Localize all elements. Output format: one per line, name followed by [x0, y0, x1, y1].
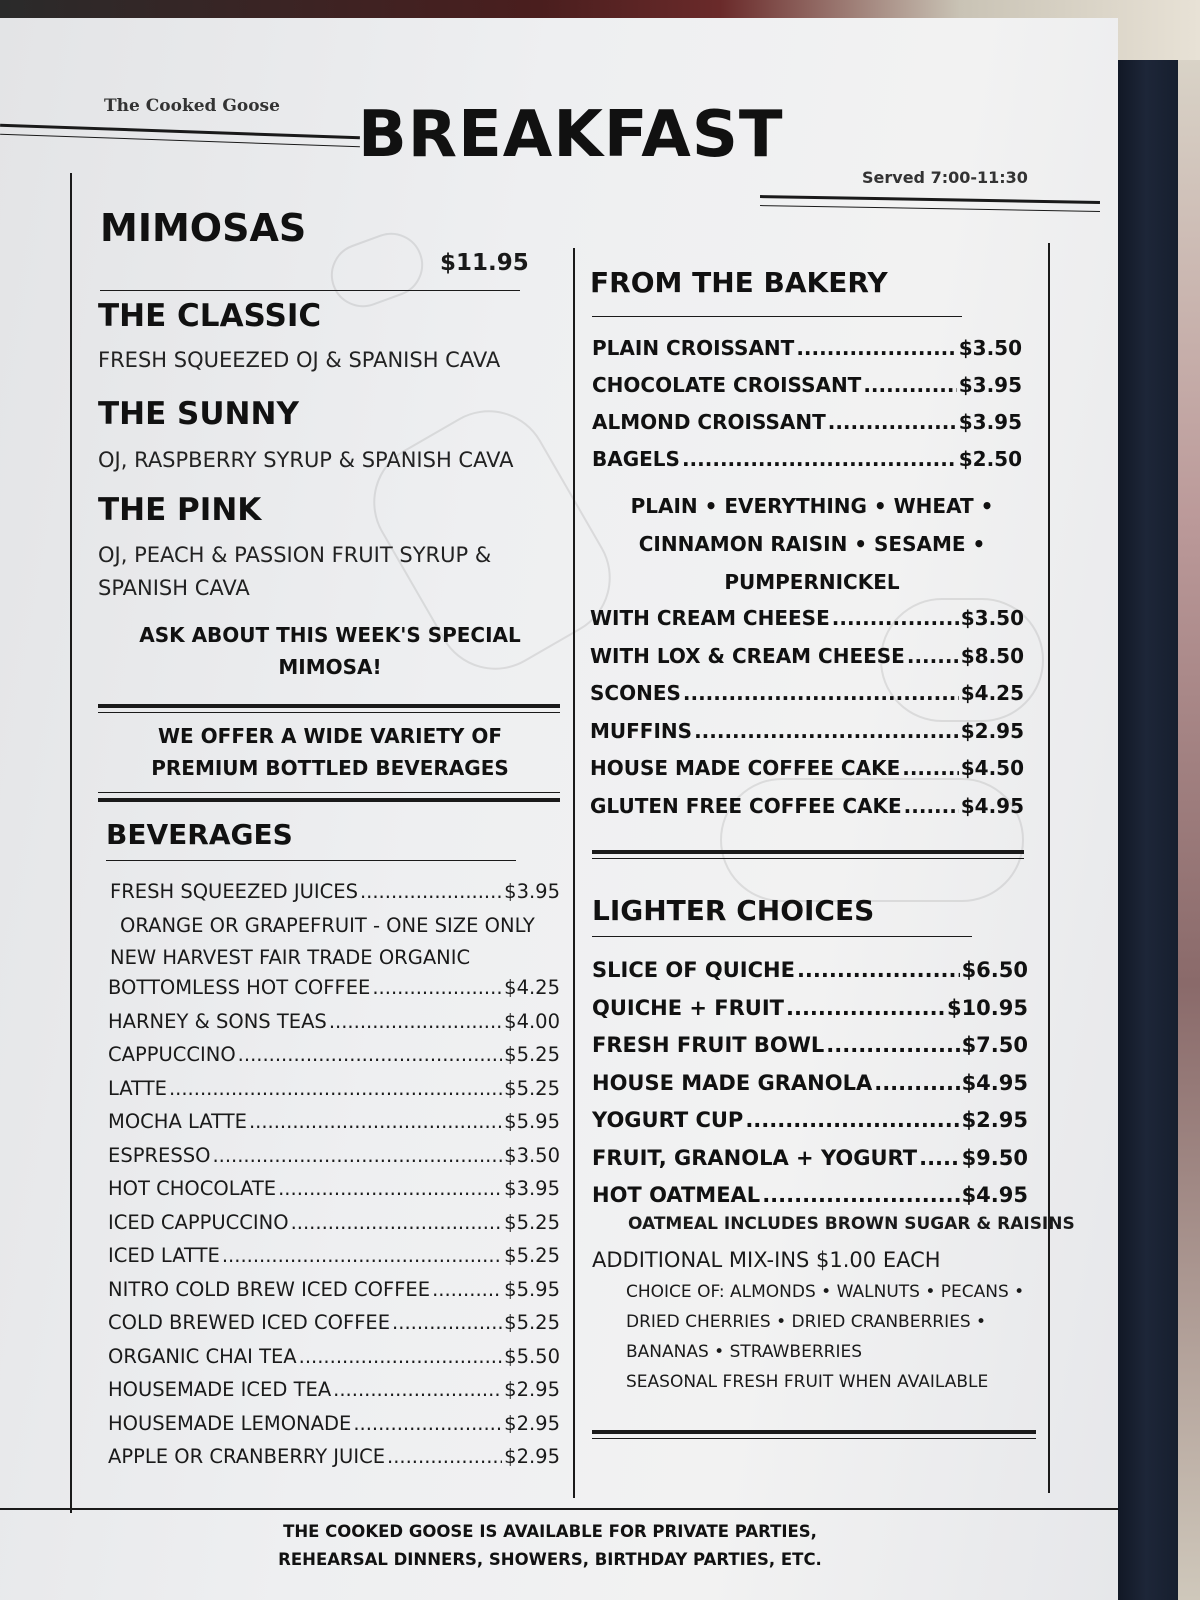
menu-item — [592, 958, 1028, 982]
champagne-sketch — [322, 224, 432, 316]
leader-dots — [222, 1244, 502, 1267]
item-name: BAGELS — [592, 447, 680, 471]
leader-dots — [372, 976, 502, 999]
leader-dots — [745, 1108, 959, 1132]
menu-item — [590, 606, 1024, 630]
item-price: $5.50 — [504, 1344, 560, 1368]
leader-dots — [786, 996, 945, 1020]
coffee-note: NEW HARVEST FAIR TRADE ORGANIC — [110, 946, 471, 969]
leader-dots — [238, 1043, 503, 1066]
menu-item — [108, 1043, 560, 1066]
item-name: ICED LATTE — [108, 1244, 220, 1267]
leader-dots — [392, 1311, 502, 1334]
leader-dots — [333, 1378, 502, 1401]
item-name: HOUSE MADE COFFEE CAKE — [590, 756, 901, 780]
bakery-end-rule — [592, 850, 1024, 854]
item-price: $3.95 — [958, 373, 1022, 397]
item-name: MOCHA LATTE — [108, 1110, 247, 1133]
menu-item — [108, 1177, 560, 1200]
served-hours: Served 7:00-11:30 — [862, 168, 1028, 187]
bottled-rule-top — [98, 704, 560, 708]
bakery-end-rule-thin — [592, 858, 1024, 859]
menu-item — [108, 1077, 560, 1100]
leader-dots — [291, 1211, 503, 1234]
header-rule-left — [0, 124, 360, 140]
item-name: CHOCOLATE CROISSANT — [592, 373, 862, 397]
item-name: WITH LOX & CREAM CHEESE — [590, 643, 905, 668]
lighter-heading: LIGHTER CHOICES — [592, 894, 875, 927]
menu-item — [108, 1211, 560, 1234]
menu-item — [590, 681, 1024, 705]
lighter-rule — [592, 936, 972, 937]
mimosas-rule — [100, 290, 520, 291]
item-price: $10.95 — [946, 995, 1028, 1020]
mimosa-sunny: THE SUNNY — [98, 396, 299, 432]
item-name: ICED CAPPUCCINO — [108, 1210, 289, 1234]
item-price: $9.50 — [961, 1145, 1028, 1170]
leader-dots — [682, 447, 957, 471]
mimosas-price: $11.95 — [440, 250, 529, 276]
item-name: FRESH SQUEEZED JUICES — [110, 880, 358, 903]
mimosa-classic: THE CLASSIC — [98, 298, 322, 334]
menu-item — [108, 1311, 560, 1334]
item-price: $3.95 — [504, 880, 560, 903]
item-price: $2.95 — [504, 1411, 560, 1435]
item-price: $2.50 — [958, 447, 1022, 471]
menu-item — [592, 336, 1022, 360]
mixins-line-3: BANANAS • STRAWBERRIES — [626, 1342, 862, 1362]
menu-item — [108, 1110, 560, 1133]
menu-item — [108, 1345, 560, 1368]
mimosa-pink: THE PINK — [98, 492, 262, 528]
leader-dots — [826, 1033, 959, 1057]
item-name: BOTTOMLESS HOT COFFEE — [108, 976, 371, 999]
leader-dots — [874, 1071, 959, 1095]
menu-item — [592, 373, 1022, 397]
item-price: $2.95 — [504, 1378, 560, 1401]
menu-item — [108, 1010, 560, 1033]
mimosa-pink-desc-1: OJ, PEACH & PASSION FRUIT SYRUP & — [98, 543, 492, 567]
item-price: $5.95 — [504, 1277, 560, 1301]
menu-item — [590, 719, 1024, 743]
item-name: FRESH FRUIT BOWL — [592, 1033, 825, 1057]
leader-dots — [796, 336, 956, 360]
item-price: $2.95 — [504, 1445, 560, 1468]
special-mimosa-2: MIMOSA! — [278, 655, 382, 679]
item-name: SLICE OF QUICHE — [592, 958, 795, 982]
item-name: FRUIT, GRANOLA + YOGURT — [592, 1145, 918, 1170]
leader-dots — [169, 1077, 502, 1100]
menu-item — [108, 1144, 560, 1167]
leader-dots — [249, 1110, 502, 1133]
leader-dots — [797, 958, 960, 982]
item-price: $8.50 — [960, 643, 1024, 668]
leader-dots — [278, 1177, 502, 1200]
menu-item — [592, 410, 1022, 434]
menu-item — [590, 794, 1024, 818]
mimosa-classic-desc: FRESH SQUEEZED OJ & SPANISH CAVA — [98, 348, 501, 372]
leader-dots — [919, 1146, 959, 1170]
bottled-rule-bottom — [98, 798, 560, 802]
item-price: $5.25 — [504, 1210, 560, 1234]
item-name: HOT CHOCOLATE — [108, 1177, 277, 1200]
leader-dots — [387, 1445, 502, 1468]
item-price: $3.50 — [960, 606, 1024, 630]
item-name: CAPPUCCINO — [108, 1043, 236, 1066]
item-name: ESPRESSO — [108, 1143, 211, 1167]
item-price: $4.95 — [961, 1183, 1028, 1207]
item-price: $4.00 — [504, 1009, 560, 1033]
item-name: PLAIN CROISSANT — [592, 336, 795, 360]
leader-dots — [329, 1010, 502, 1033]
item-name: HOUSE MADE GRANOLA — [592, 1070, 873, 1095]
menu-item — [592, 1183, 1028, 1207]
item-price: $3.50 — [504, 1143, 560, 1167]
leader-dots — [683, 681, 959, 705]
lighter-end-rule — [592, 1430, 1036, 1434]
item-price: $5.95 — [504, 1110, 560, 1133]
leader-dots — [762, 1183, 959, 1207]
leader-dots — [902, 756, 959, 780]
item-price: $4.25 — [504, 976, 560, 999]
item-price: $4.95 — [960, 793, 1024, 818]
item-name: ALMOND CROISSANT — [592, 410, 826, 434]
column-divider — [573, 248, 575, 1498]
menu-item — [590, 756, 1024, 780]
mixins-line-1: CHOICE OF: ALMONDS • WALNUTS • PECANS • — [626, 1282, 1025, 1302]
menu-item — [108, 1244, 560, 1267]
bottled-line-1: WE OFFER A WIDE VARIETY OF — [157, 724, 503, 748]
item-name: HARNEY & SONS TEAS — [108, 1009, 327, 1033]
item-name: HOT OATMEAL — [592, 1183, 761, 1207]
header-rule-right-thin — [760, 205, 1100, 212]
menu-item — [108, 1412, 560, 1435]
footer-line-1: THE COOKED GOOSE IS AVAILABLE FOR PRIVATE PARTIES, — [283, 1522, 817, 1541]
menu-item — [592, 1033, 1028, 1057]
bottled-rule-bottom-thin — [98, 792, 560, 793]
item-price: $4.25 — [960, 681, 1024, 705]
mimosas-heading: MIMOSAS — [100, 206, 307, 250]
item-price: $4.50 — [960, 756, 1024, 780]
mimosa-sunny-desc: OJ, RASPBERRY SYRUP & SPANISH CAVA — [98, 448, 514, 472]
menu-item — [592, 447, 1022, 471]
bagel-varieties-3: PUMPERNICKEL — [724, 570, 900, 594]
item-price: $2.95 — [961, 1108, 1028, 1132]
mixins-line-4: SEASONAL FRESH FRUIT WHEN AVAILABLE — [626, 1372, 989, 1392]
bottled-line-2: PREMIUM BOTTLED BEVERAGES — [151, 756, 509, 780]
beverages-rule — [106, 860, 516, 861]
leader-dots — [907, 644, 959, 668]
menu-item — [108, 1278, 560, 1301]
oatmeal-note: OATMEAL INCLUDES BROWN SUGAR & RAISINS — [628, 1214, 1075, 1234]
item-name: HOUSEMADE ICED TEA — [108, 1378, 332, 1401]
right-border — [1048, 243, 1050, 1493]
juice-note: ORANGE OR GRAPEFRUIT - ONE SIZE ONLY — [120, 914, 535, 937]
menu-page — [0, 18, 1118, 1600]
mimosa-pink-desc-2: SPANISH CAVA — [98, 576, 250, 600]
item-price: $5.25 — [504, 1076, 560, 1100]
item-name: ORGANIC CHAI TEA — [108, 1344, 297, 1368]
item-price: $2.95 — [960, 718, 1024, 743]
leader-dots — [299, 1345, 503, 1368]
item-price: $7.50 — [961, 1033, 1028, 1057]
bagel-varieties-2: CINNAMON RAISIN • SESAME • — [638, 532, 986, 556]
item-name: SCONES — [590, 681, 681, 705]
mixins-line-2: DRIED CHERRIES • DRIED CRANBERRIES • — [626, 1312, 987, 1332]
item-name: COLD BREWED ICED COFFEE — [108, 1311, 391, 1334]
menu-item — [108, 1445, 560, 1468]
bakery-rule — [592, 316, 962, 317]
item-price: $4.95 — [961, 1070, 1028, 1095]
item-price: $3.50 — [958, 336, 1022, 360]
item-price: $3.95 — [958, 410, 1022, 434]
item-name: GLUTEN FREE COFFEE CAKE — [590, 793, 902, 818]
menu-item — [110, 880, 560, 903]
item-name: APPLE OR CRANBERRY JUICE — [108, 1445, 386, 1468]
item-name: WITH CREAM CHEESE — [590, 606, 830, 630]
menu-item — [590, 644, 1024, 668]
leader-dots — [432, 1278, 502, 1301]
leader-dots — [904, 794, 959, 818]
lighter-end-rule-thin — [592, 1438, 1036, 1439]
item-price: $3.95 — [504, 1177, 560, 1200]
menu-item — [592, 996, 1028, 1020]
tablecloth — [1178, 60, 1200, 1600]
menu-item — [592, 1071, 1028, 1095]
menu-item — [592, 1146, 1028, 1170]
leader-dots — [828, 410, 957, 434]
mixins-heading: ADDITIONAL MIX-INS $1.00 EACH — [592, 1248, 941, 1272]
item-name: HOUSEMADE LEMONADE — [108, 1411, 352, 1435]
footer-line-2: REHEARSAL DINNERS, SHOWERS, BIRTHDAY PARTIES, ETC. — [278, 1550, 822, 1569]
footer-rule — [0, 1508, 1118, 1510]
menu-item — [108, 1378, 560, 1401]
menu-item — [592, 1108, 1028, 1132]
item-price: $5.25 — [504, 1043, 560, 1066]
menu-item — [108, 976, 560, 999]
item-name: LATTE — [108, 1076, 167, 1100]
leader-dots — [863, 373, 956, 397]
item-name: YOGURT CUP — [592, 1108, 744, 1132]
page-title: BREAKFAST — [358, 98, 784, 172]
leader-dots — [212, 1144, 502, 1167]
bagel-varieties-1: PLAIN • EVERYTHING • WHEAT • — [630, 494, 994, 518]
leader-dots — [694, 719, 959, 743]
item-name: NITRO COLD BREW ICED COFFEE — [108, 1277, 431, 1301]
leader-dots — [360, 880, 502, 903]
bakery-heading: FROM THE BAKERY — [590, 266, 888, 299]
item-price: $5.25 — [504, 1244, 560, 1267]
brand-name: The Cooked Goose — [104, 96, 280, 116]
left-border — [70, 173, 72, 1513]
item-name: QUICHE + FRUIT — [592, 995, 784, 1020]
beverages-heading: BEVERAGES — [106, 818, 293, 851]
leader-dots — [832, 606, 959, 630]
bottled-rule-top-thin — [98, 712, 560, 713]
header-rule-right — [760, 195, 1100, 204]
item-name: MUFFINS — [590, 718, 693, 743]
item-price: $5.25 — [504, 1311, 560, 1334]
item-price: $6.50 — [961, 958, 1028, 982]
leader-dots — [353, 1412, 502, 1435]
special-mimosa-1: ASK ABOUT THIS WEEK'S SPECIAL — [139, 623, 521, 647]
